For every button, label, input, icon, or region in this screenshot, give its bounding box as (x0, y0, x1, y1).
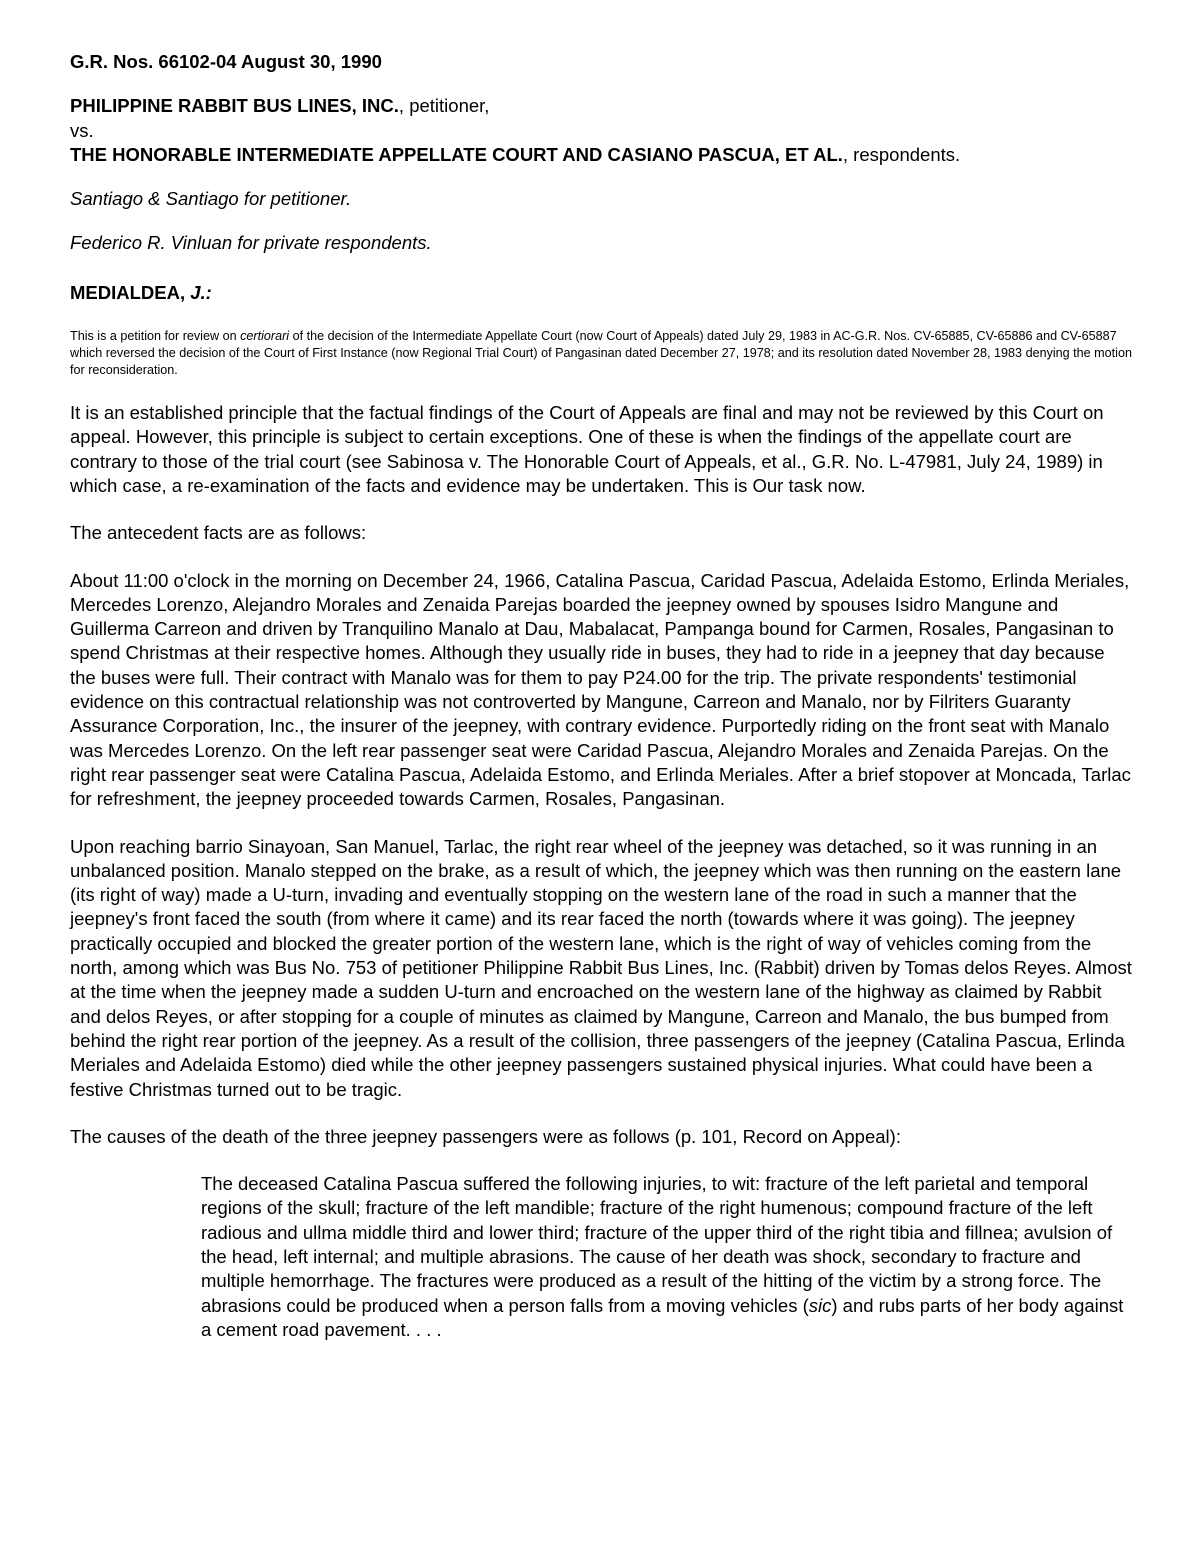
counsel-respondents: Federico R. Vinluan for private respondents. (70, 232, 432, 254)
petitioner-name: PHILIPPINE RABBIT BUS LINES, INC. (70, 95, 399, 117)
respondent-name: THE HONORABLE INTERMEDIATE APPELLATE COURT AND CASIANO PASCUA, ET AL. (70, 143, 843, 165)
body-paragraph-2: The antecedent facts are as follows: (70, 522, 367, 544)
quote-text-1: The deceased Catalina Pascua suffered the following injuries, to wit: fracture of the left parietal and temporal regions of the skull; fracture of the left mandible; fracture of the right humenous; compound fracture of the left radious and ullma middle third and lower third; fracture of the upper third of the right tibia and fillnea; avulsion of the head, left internal; and multiple abrasions. The cause of her death was shock, secondary to fracture and multiple hemorrhage. The fractures were produced as a result of the hitting of the victim by a strong force. The abrasions could be produced when a person falls from a moving vehicles ( (201, 1173, 1113, 1316)
counsel-petitioner: Santiago & Santiago for petitioner. (70, 188, 352, 210)
quote-text-2: ) and rubs parts of her body against a cement road pavement. . . . (201, 1294, 1124, 1340)
respondent-line (70, 143, 1135, 167)
case-citation: G.R. Nos. 66102-04 August 30, 1990 (70, 51, 382, 72)
block-quote (201, 1172, 1135, 1342)
body-paragraph-3: About 11:00 o'clock in the morning on December 24, 1966, Catalina Pascua, Caridad Pascua, Adelaida Estomo, Erlinda Meriales, Mercedes Lorenzo, Alejandro Morales and Zenaida Parejas boarded the jeepney owned by spouses Isidro Mangune and Guillerma Carreon and driven by Tranquilino Manalo at Dau, Mabalacat, Pampanga bound for Carmen, Rosales, Pangasinan to spend Christmas at their respective homes. Although they usually ride in buses, they had to ride in a jeepney that day because the buses were full. Their contract with Manalo was for them to pay P24.00 for the trip. The private respondents' testimonial evidence on this contractual relationship was not controverted by Mangune, Carreon and Manalo, nor by Filriters Guaranty Assurance Corporation, Inc., the insurer of the jeepney, with contrary evidence. Purportedly riding on the front seat with Manalo was Mercedes Lorenzo. On the left rear passenger seat were Caridad Pascua, Alejandro Morales and Zenaida Parejas. On the right rear passenger seat were Catalina Pascua, Adelaida Estomo, and Erlinda Meriales. After a brief stopover at Moncada, Tarlac for refreshment, the jeepney proceeded towards Carmen, Rosales, Pangasinan. (70, 569, 1131, 810)
intro-certiorari: certiorari (240, 329, 290, 344)
case-parties (70, 94, 1135, 167)
intro-text-2: of the decision of the Intermediate Appellate Court (now Court of Appeals) dated July 29, 1983 in AC-G.R. Nos. CV-65885, CV-65886 and CV-65887 which reversed the decision of the Court of First Instance (now Regional Trial Court) of Pangasinan dated December 27, 1978; and its resolution dated November 28, 1983 denying the motion for reconsideration. (70, 329, 1132, 378)
intro-paragraph (70, 328, 1135, 379)
body-paragraph-1: It is an established principle that the factual findings of the Court of Appeals are final and may not be reviewed by this Court on appeal. However, this principle is subject to certain exceptions. One of these is when the findings of the appellate court are contrary to those of the trial court (see Sabinosa v. The Honorable Court of Appeals, et al., G.R. No. L-47981, July 24, 1989) in which case, a re-examination of the facts and evidence may be undertaken. This is Our task now. (70, 402, 1104, 496)
petitioner-role: , petitioner, (398, 95, 490, 117)
intro-text-1: This is a petition for review on (70, 329, 241, 344)
petitioner-line (70, 94, 1135, 118)
body-paragraph-5: The causes of the death of the three jeepney passengers were as follows (p. 101, Record on Appeal): (70, 1125, 901, 1147)
document-page (70, 50, 1135, 1342)
quote-sic: sic (808, 1294, 832, 1316)
versus-label: vs. (70, 119, 94, 141)
respondent-role: , respondents. (842, 143, 961, 165)
body-paragraph-4: Upon reaching barrio Sinayoan, San Manuel, Tarlac, the right rear wheel of the jeepney was detached, so it was running in an unbalanced position. Manalo stepped on the brake, as a result of which, the jeepney which was then running on the eastern lane (its right of way) made a U-turn, invading and eventually stopping on the western lane of the road in such a manner that the jeepney's front faced the south (from where it came) and its rear faced the north (towards where it was going). The jeepney practically occupied and blocked the greater portion of the western lane, which is the right of way of vehicles coming from the north, among which was Bus No. 753 of petitioner Philippine Rabbit Bus Lines, Inc. (Rabbit) driven by Tomas delos Reyes. Almost at the time when the jeepney made a sudden U-turn and encroached on the western lane of the highway as claimed by Rabbit and delos Reyes, or after stopping for a couple of minutes as claimed by Mangune, Carreon and Manalo, the bus bumped from behind the right rear portion of the jeepney. As a result of the collision, three passengers of the jeepney (Catalina Pascua, Erlinda Meriales and Adelaida Estomo) died while the other jeepney passengers sustained physical injuries. What could have been a festive Christmas turned out to be tragic. (70, 835, 1132, 1100)
ponente (70, 281, 1135, 305)
ponente-name: MEDIALDEA, (70, 281, 191, 303)
ponente-title: J.: (190, 281, 212, 303)
